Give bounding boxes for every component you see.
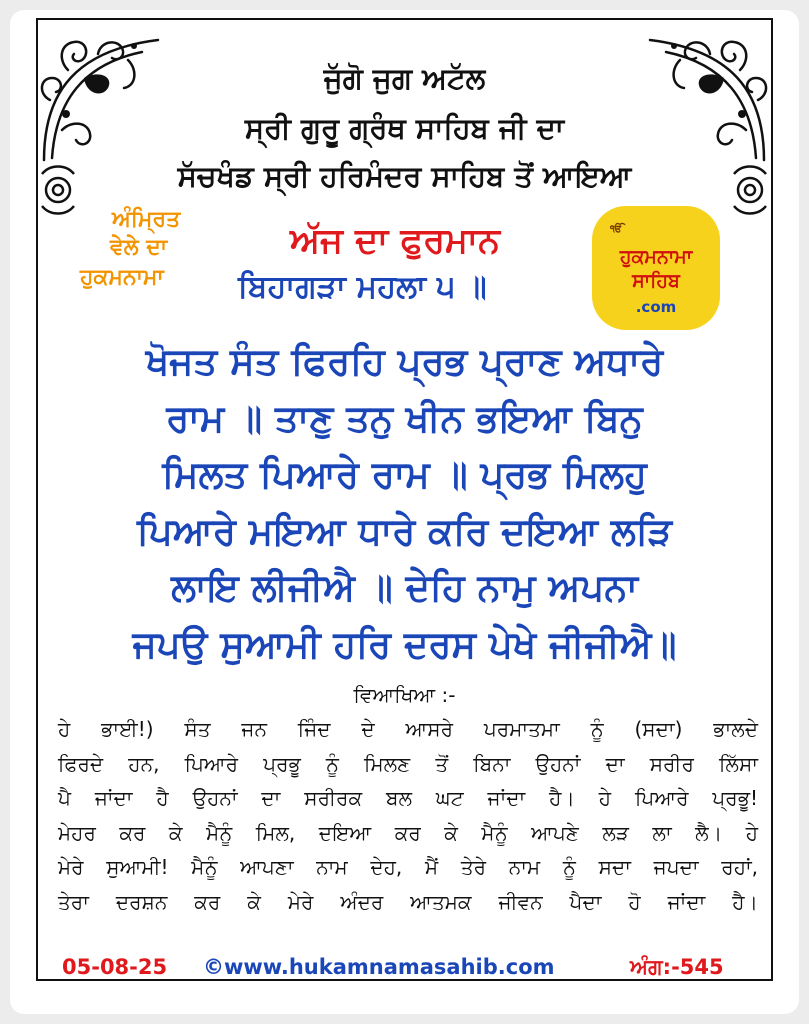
verse-explanation	[58, 712, 758, 919]
header-line-1: ਜੁੱਗੋ ਜੁਗ ਅਟੱਲ	[323, 61, 486, 95]
ik-onkar-icon: ੴ	[610, 224, 623, 235]
vyakhya-heading: ਵਿਆਖਿਆ :-	[353, 683, 456, 707]
explanation-line: ਮੇਹਰ ਕਰ ਕੇ ਮੈਨੂੰ ਮਿਲ, ਦਇਆ ਕਰ ਕੇ ਮੈਨੂੰ ਆਪਣੇ ਲੜ ਲਾ ਲੈ। ਹੇ	[58, 820, 758, 845]
corner-ornament-top-left	[38, 30, 168, 170]
logo-text-line-3: .com	[635, 298, 677, 316]
verse-line: ਖੋਜਤ ਸੰਤ ਫਿਰਹਿ ਪ੍ਰਭ ਪ੍ਰਾਣ ਅਧਾਰੇ	[145, 340, 664, 383]
explanation-line: ਮੇਰੇ ਸੁਆਮੀ! ਮੈਨੂੰ ਆਪਣਾ ਨਾਮ ਦੇਹ, ਮੈਂ ਤੇਰੇ ਨਾਮ ਨੂੰ ਸਦਾ ਜਪਦਾ ਰਹਾਂ,	[58, 855, 758, 879]
verse-line: ਜਪਉ ਸੁਆਮੀ ਹਰਿ ਦਰਸ ਪੇਖੇ ਜੀਜੀਐ॥	[132, 622, 677, 666]
verse-line: ਰਾਮ ॥ ਤਾਣੁ ਤਨੁ ਖੀਨ ਭਇਆ ਬਿਨੁ	[166, 396, 643, 440]
footer-date: 05-08-25	[62, 955, 168, 979]
footer-website-link[interactable]: ©www.hukamnamasahib.com	[203, 955, 555, 979]
explanation-line: ਹੇ ਭਾਈ!) ਸੰਤ ਜਨ ਜਿੰਦ ਦੇ ਆਸਰੇ ਪਰਮਾਤਮਾ ਨੂੰ (ਸਦਾ) ਭਾਲਦੇ	[58, 717, 758, 741]
footer-ang-number: ਅੰਗ:-545	[630, 955, 724, 979]
hukamnama-sahib-logo	[592, 206, 720, 330]
verse-line: ਲਾਇ ਲੀਜੀਐ ॥ ਦੇਹਿ ਨਾਮੁ ਅਪਨਾ	[171, 566, 638, 609]
verse-line: ਮਿਲਤ ਪਿਆਰੇ ਰਾਮ ॥ ਪ੍ਰਭ ਮਿਲਹੁ	[162, 453, 647, 496]
raag-heading: ਬਿਹਾਗੜਾ ਮਹਲਾ ੫ ॥	[238, 269, 487, 305]
amrit-label-line-3: ਹੁਕਮਨਾਮਾ	[80, 265, 164, 290]
header-line-3: ਸੱਚਖੰਡ ਸ੍ਰੀ ਹਰਿਮੰਦਰ ਸਾਹਿਬ ਤੋਂ ਆਇਆ	[177, 159, 632, 193]
logo-text-line-2: ਸਾਹਿਬ	[632, 270, 680, 292]
page-title: ਅੱਜ ਦਾ ਫੁਰਮਾਨ	[290, 221, 500, 261]
amrit-label-line-1: ਅੰਮ੍ਰਿਤ	[112, 207, 181, 232]
corner-ornament-top-right	[640, 30, 770, 170]
gurbani-verse	[48, 334, 761, 673]
explanation-line: ਪੈ ਜਾਂਦਾ ਹੈ ਉਹਨਾਂ ਦਾ ਸਰੀਰਕ ਬਲ ਘਟ ਜਾਂਦਾ ਹੈ। ਹੇ ਪਿਆਰੇ ਪ੍ਰਭੂ!	[58, 786, 758, 810]
logo-text-line-1: ਹੁਕਮਨਾਮਾ	[619, 246, 693, 268]
explanation-line: ਫਿਰਦੇ ਹਨ, ਪਿਆਰੇ ਪ੍ਰਭੂ ਨੂੰ ਮਿਲਣ ਤੋਂ ਬਿਨਾ ਉਹਨਾਂ ਦਾ ਸਰੀਰ ਲਿੱਸਾ	[58, 751, 758, 776]
verse-line: ਪਿਆਰੇ ਮਇਆ ਧਾਰੇ ਕਰਿ ਦਇਆ ਲੜਿ	[136, 509, 673, 553]
explanation-line: ਤੇਰਾ ਦਰਸ਼ਨ ਕਰ ਕੇ ਮੇਰੇ ਅੰਦਰ ਆਤਮਕ ਜੀਵਨ ਪੈਦਾ ਹੋ ਜਾਂਦਾ ਹੈ।	[58, 889, 758, 914]
header-line-2: ਸ੍ਰੀ ਗੁਰੂ ਗ੍ਰੰਥ ਸਾਹਿਬ ਜੀ ਦਾ	[244, 111, 565, 145]
amrit-label-line-2: ਵੇਲੇ ਦਾ	[110, 235, 168, 260]
